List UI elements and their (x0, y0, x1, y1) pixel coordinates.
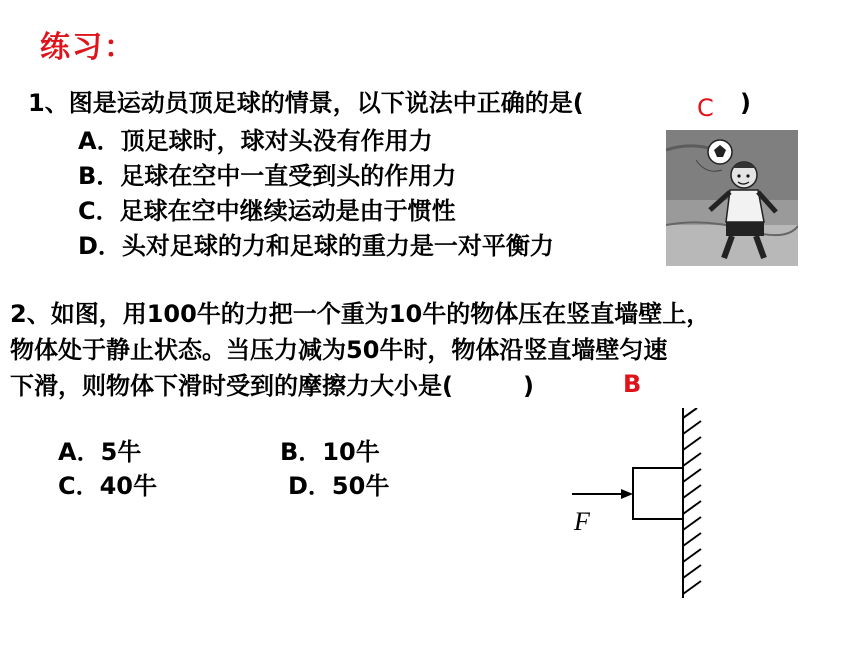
force-arrowhead (621, 489, 633, 499)
wall-block-diagram (566, 408, 706, 598)
q1-option-c: C．足球在空中继续运动是由于惯性 (78, 197, 456, 225)
q2-option-a: A．5牛 (58, 438, 142, 466)
force-label: F (574, 507, 590, 536)
question-1-stem: 1、图是运动员顶足球的情景，以下说法中正确的是( (28, 89, 584, 117)
block (633, 468, 683, 519)
question-2-close-paren: ) (522, 372, 534, 400)
exercise-heading: 练习： (40, 30, 136, 65)
q1-option-d: D．头对足球的力和足球的重力是一对平衡力 (78, 232, 554, 260)
question-2-stem (10, 296, 710, 404)
question-2-line-2: 物体处于静止状态。当压力减为50牛时，物体沿竖直墙壁匀速 (10, 336, 668, 364)
football-header-photo (666, 130, 798, 266)
question-1-close-paren: ) (740, 89, 751, 117)
question-1-answer: C (697, 94, 714, 122)
wall-hatching (683, 408, 701, 594)
q2-option-d: D．50牛 (288, 472, 390, 500)
question-2-line-3: 下滑，则物体下滑时受到的摩擦力大小是( (10, 372, 453, 400)
q1-option-a: A．顶足球时，球对头没有作用力 (78, 127, 433, 155)
question-2-answer: B (623, 370, 642, 398)
q2-option-b: B．10牛 (280, 438, 380, 466)
question-2-line-1: 2、如图，用100牛的力把一个重为10牛的物体压在竖直墙壁上， (10, 300, 711, 328)
q2-option-c: C．40牛 (58, 472, 158, 500)
question-1-options (78, 124, 554, 264)
q1-option-b: B．足球在空中一直受到头的作用力 (78, 162, 457, 190)
